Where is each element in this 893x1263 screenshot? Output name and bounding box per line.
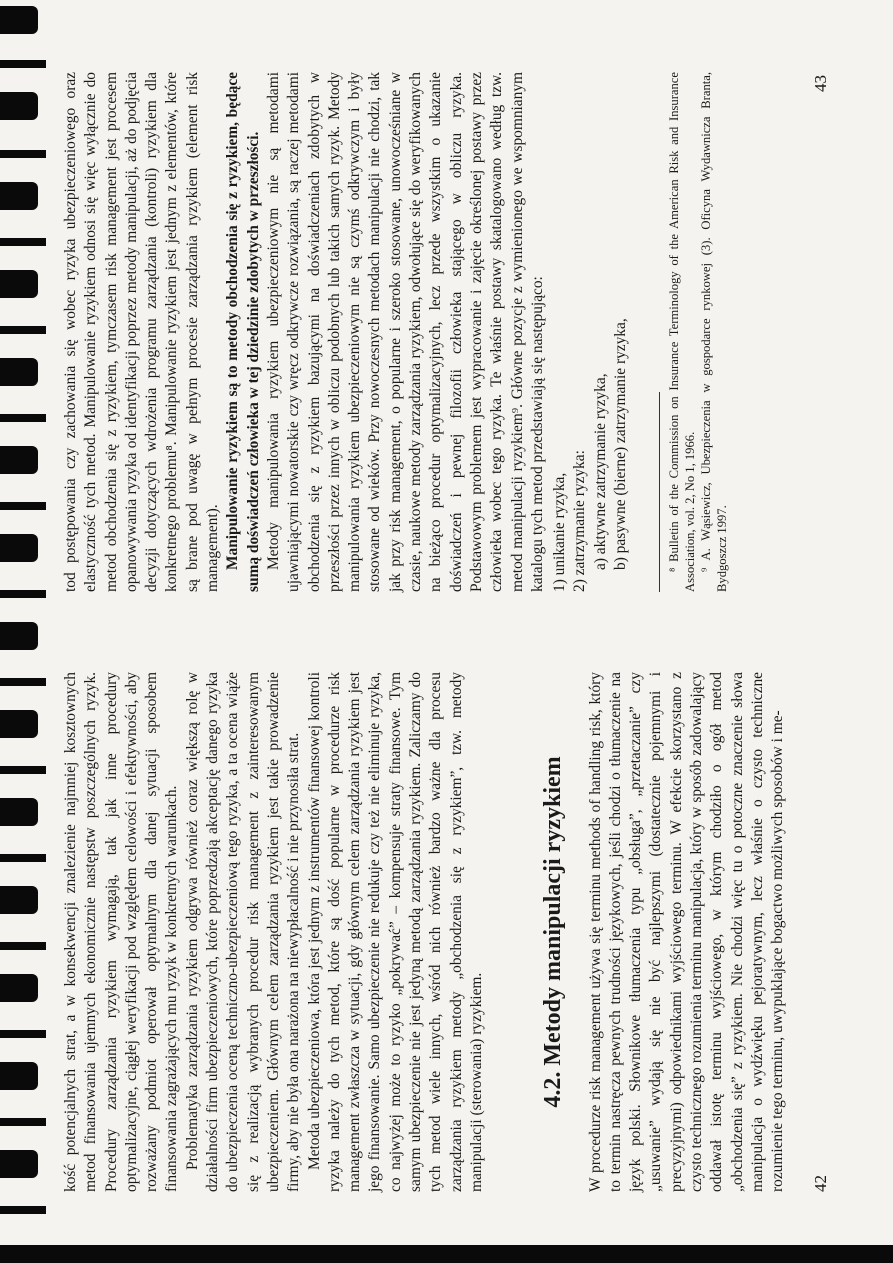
- footnote-2: ⁹ A. Wąsiewicz, Ubezpieczenia w gospodarce rynkowej (3). Oficyna Wydawnicza Branta, Bydgoszcz 1997.: [699, 72, 730, 592]
- left-para-3: Metoda ubezpieczeniowa, która jest jednym z instrumentów finansowej kontroli ryzyka należy do tych metod, które są dość popularne w procedurze risk management zwłaszcza w sytuacji, gdy głównym celem zarządzania ryzykiem jest jego finansowanie. Samo ubezpieczenie nie redukuje czy też nie eliminuje ryzyka, co najwyżej może to ryzyko „pokrywać” – kompensuje straty finansowe. Tym samym ubezpieczenie nie jest jedyną metodą zarządzania ryzykiem. Zaliczamy do tych metod wiele innych, wśród nich również bardzo ważne dla procesu zarządzania ryzykiem metody „obchodzenia się z ryzykiem”, tzw. metody manipulacji (sterowania) ryzykiem.: [305, 672, 485, 1192]
- footnote-rule: [659, 392, 660, 592]
- binding-holes: [0, 0, 44, 1263]
- right-para-1: tod postępowania czy zachowania się wobec ryzyka ubezpieczeniowego oraz elastyczność tych metod. Manipulowanie ryzykiem odnosi się więc wyłącznie do metod obchodzenia się z ryzykiem, tymczasem risk management jest procesem opanowywania ryzyka od identyfikacji poprzez metody manipulacji, aż do podjęcia decyzji dotyczących wdrożenia programu zarządzania (kontroli) ryzykiem dla konkretnego problemu⁸. Manipulowanie ryzykiem jest jednym z elementów, które są brane pod uwagę w pełnym procesie zarządzania ryzykiem (element risk management).: [62, 72, 222, 592]
- book-spread: [41, 32, 851, 1232]
- methods-list: [550, 72, 631, 592]
- right-para-2: Manipulowanie ryzykiem są to metody obchodzenia się z ryzykiem, będące sumą doświadczeń człowieka w tej dziedzinie zdobytych w przeszłości.: [224, 72, 262, 592]
- page-number-left: 42: [811, 1175, 830, 1192]
- left-page: [61, 672, 789, 1192]
- list-item: b) pasywne (bierne) zatrzymanie ryzyka,: [612, 318, 630, 570]
- page-number-right: 43: [811, 75, 830, 92]
- list-item: 2) zatrzymanie ryzyka:: [571, 450, 589, 592]
- footnote-1: ⁸ Bulletin of the Commission on Insurance Terminology of the American Risk and Insurance Association, vol. 2, No 1, 1966.: [667, 72, 698, 592]
- section-heading: 4.2. Metody manipulacji ryzykiem: [540, 756, 567, 1108]
- left-para-2: Problematyka zarządzania ryzykiem odgrywa również coraz większą rolę w działalności firm ubezpieczeniowych, które poprzedzają akceptację danego ryzyka do ubezpieczenia oceną techniczno-ubezpieczeniową tego ryzyka, a ta ocena wiąże się z realizacją wybranych procedur risk management z zainteresowanym ubezpieczeniem. Głównym celem zarządzania ryzykiem jest takie prowadzenie firmy, aby nie była ona narażona na niewypłacalność i nie przynosiła strat.: [183, 672, 303, 1192]
- right-para-3: Metody manipulowania ryzykiem ubezpieczeniowym nie są metodami ujawniającymi nowatorskie czy wręcz odkrywcze rozwiązania, są raczej metodami obchodzenia się z ryzykiem bazującymi na doświadczeniach zdobytych w przeszłości przez innych w obliczu podobnych lub takich samych ryzyk. Metody manipulowania ryzykiem ubezpieczeniowym nie są czymś odkrywczym i były stosowane od wieków. Przy nowoczesnych metodach manipulacji nie chodzi, tak jak przy risk management, o popularne i szeroko stosowane, unowocześniane w czasie, naukowe metody zarządzania ryzykiem, odwołujące się do weryfikowanych na bieżąco procedur optymalizacyjnych, lecz przede wszystkim o ukazanie doświadczeń i pewnej filozofii człowieka stającego w obliczu ryzyka. Podstawowym problemem jest wypracowanie i zajęcie określonej postawy przez człowieka wobec tego ryzyka. Te właśnie postawy skatalogowano według tzw. metod manipulacji ryzykiem⁹. Główne pozycje z wymienionego we wspomnianym katalogu tych metod przedstawiają się następująco:: [264, 72, 546, 592]
- list-item: a) aktywne zatrzymanie ryzyka,: [591, 373, 609, 570]
- right-page: [61, 72, 730, 592]
- left-para-4: W procedurze risk management używa się terminu methods of handling risk, który to termin nastręcza pewnych trudności językowych, jeśli chodzi o tłumaczenie na język polski. Słownikowe tłumaczenia typu „obsługa”, „przetaczanie” czy „usuwanie” wydają się nie być najlepszymi (dostatecznie pojemnymi i precyzyjnymi) odpowiednikami wyjściowego terminu. W efekcie skorzystano z czysto technicznego rozumienia terminu manipulacja, który w sposób zadowalający oddawał istotę terminu wyjściowego, w którym chodziło o ogół metod „obchodzenia się” z ryzykiem. Nie chodzi więc tu o potoczne znaczenie słowa manipulacja o wydźwięku pejoratywnym, lecz właśnie o czysto techniczne rozumienie tego terminu, uwypuklające bogactwo możliwych sposobów i me-: [586, 672, 787, 1192]
- left-para-1: kość potencjalnych strat, a w konsekwencji znalezienie najmniej kosztownych metod finansowania ujemnych ekonomicznie następstw poszczególnych ryzyk. Procedury zarządzania ryzykiem wymagają, tak jak inne procedury optymalizacyjne, ciągłej weryfikacji pod względem celowości i efektywności, aby rozważany podmiot operował optymalnym dla danej sytuacji sposobem finansowania zagrażających mu ryzyk w konkretnych warunkach.: [62, 672, 181, 1192]
- list-item: 1) unikanie ryzyka,: [551, 472, 569, 592]
- scan-bottom-edge: [0, 1245, 893, 1263]
